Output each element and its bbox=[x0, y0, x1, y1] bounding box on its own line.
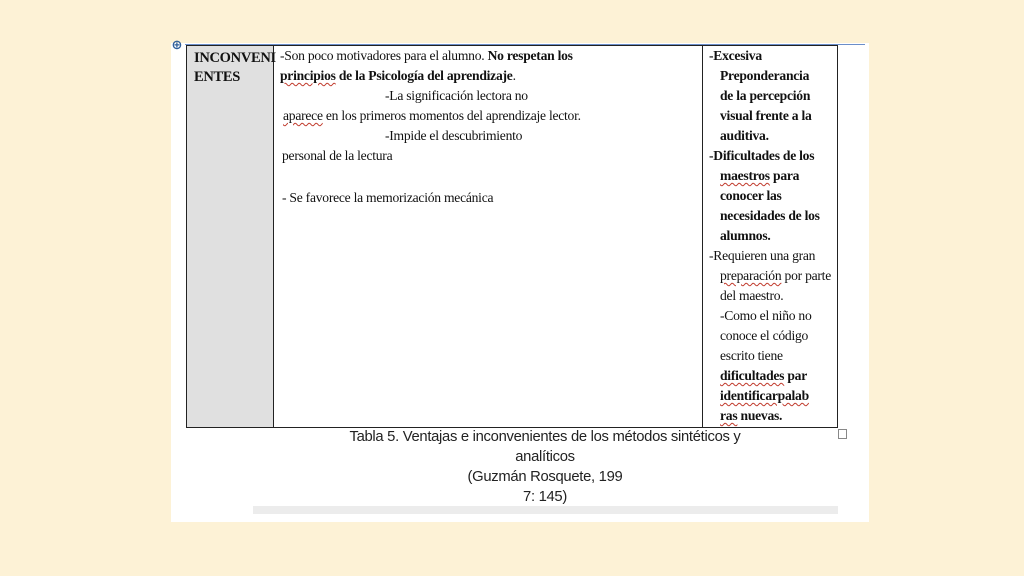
horizontal-scrollbar[interactable] bbox=[253, 506, 838, 514]
mid-line-1a: -Son poco motivadores para el alumno. bbox=[280, 48, 488, 63]
mid-line-4a: aparece bbox=[283, 108, 323, 123]
header-cell-line-2: ENTES bbox=[194, 69, 241, 85]
mid-line-2c: . bbox=[512, 68, 516, 83]
right-line-16: escrito tiene bbox=[720, 348, 783, 363]
caption-line-2: analíticos bbox=[515, 449, 575, 465]
right-line-18a: identificarpalab bbox=[720, 388, 809, 403]
mid-line-4 bbox=[283, 106, 581, 125]
right-line-4: visual frente a la bbox=[720, 108, 812, 123]
right-line-3: de la percepción bbox=[720, 88, 811, 103]
right-line-12a: preparación bbox=[720, 268, 782, 283]
mid-line-7: - Se favorece la memorización mecánica bbox=[282, 190, 494, 205]
right-line-17 bbox=[720, 366, 807, 385]
right-line-1: -Excesiva bbox=[709, 48, 762, 63]
right-line-12 bbox=[720, 266, 831, 285]
right-line-13: del maestro. bbox=[720, 288, 784, 303]
mid-line-5: -Impide el descubrimiento bbox=[385, 128, 523, 143]
document-page bbox=[171, 38, 869, 522]
right-line-12b: por parte bbox=[781, 268, 831, 283]
right-line-19 bbox=[720, 406, 782, 425]
right-line-10: alumnos. bbox=[720, 228, 771, 243]
right-line-17a: dificultades bbox=[720, 368, 785, 383]
caption-line-4: 7: 145) bbox=[523, 489, 567, 505]
right-line-15: conoce el código bbox=[720, 328, 809, 343]
right-line-19b: nuevas. bbox=[737, 408, 783, 423]
right-line-11: -Requieren una gran bbox=[709, 248, 816, 263]
right-line-8: conocer las bbox=[720, 188, 782, 203]
mid-line-2 bbox=[280, 66, 516, 85]
right-line-14: -Como el niño no bbox=[720, 308, 812, 323]
disadvantages-cell[interactable] bbox=[274, 46, 703, 427]
mid-line-1 bbox=[280, 46, 573, 65]
right-line-7a: maestros bbox=[720, 168, 770, 183]
mid-line-2b: de la Psicología del aprendizaje bbox=[335, 68, 513, 83]
table-move-handle-icon[interactable]: ⊕ bbox=[171, 38, 183, 53]
right-line-7b: para bbox=[769, 168, 800, 183]
mid-line-2a: principios bbox=[280, 68, 336, 83]
header-cell-text bbox=[194, 49, 274, 87]
comparison-table bbox=[186, 45, 838, 428]
right-line-19a: ras bbox=[720, 408, 738, 423]
mid-line-6: personal de la lectura bbox=[282, 148, 393, 163]
right-line-18 bbox=[720, 386, 809, 405]
mid-line-1b: No respetan los bbox=[487, 48, 573, 63]
caption-line-1: Tabla 5. Ventajas e inconvenientes de los métodos sintéticos y bbox=[349, 429, 741, 445]
header-column-cell[interactable] bbox=[187, 46, 274, 427]
right-line-9: necesidades de los bbox=[720, 208, 820, 223]
right-column-cell[interactable] bbox=[703, 46, 837, 427]
mid-line-4b: en los primeros momentos del aprendizaje lector. bbox=[322, 108, 581, 123]
mid-line-3: -La significación lectora no bbox=[385, 88, 528, 103]
header-cell-line-1: INCONVENI bbox=[194, 50, 276, 66]
table-caption bbox=[171, 427, 919, 507]
right-line-5: auditiva. bbox=[720, 128, 769, 143]
right-line-7 bbox=[720, 166, 799, 185]
right-line-6: -Dificultades de los bbox=[709, 148, 815, 163]
right-line-17b: par bbox=[784, 368, 808, 383]
caption-line-3: (Guzmán Rosquete, 199 bbox=[467, 469, 623, 485]
right-line-2: Preponderancia bbox=[720, 68, 810, 83]
